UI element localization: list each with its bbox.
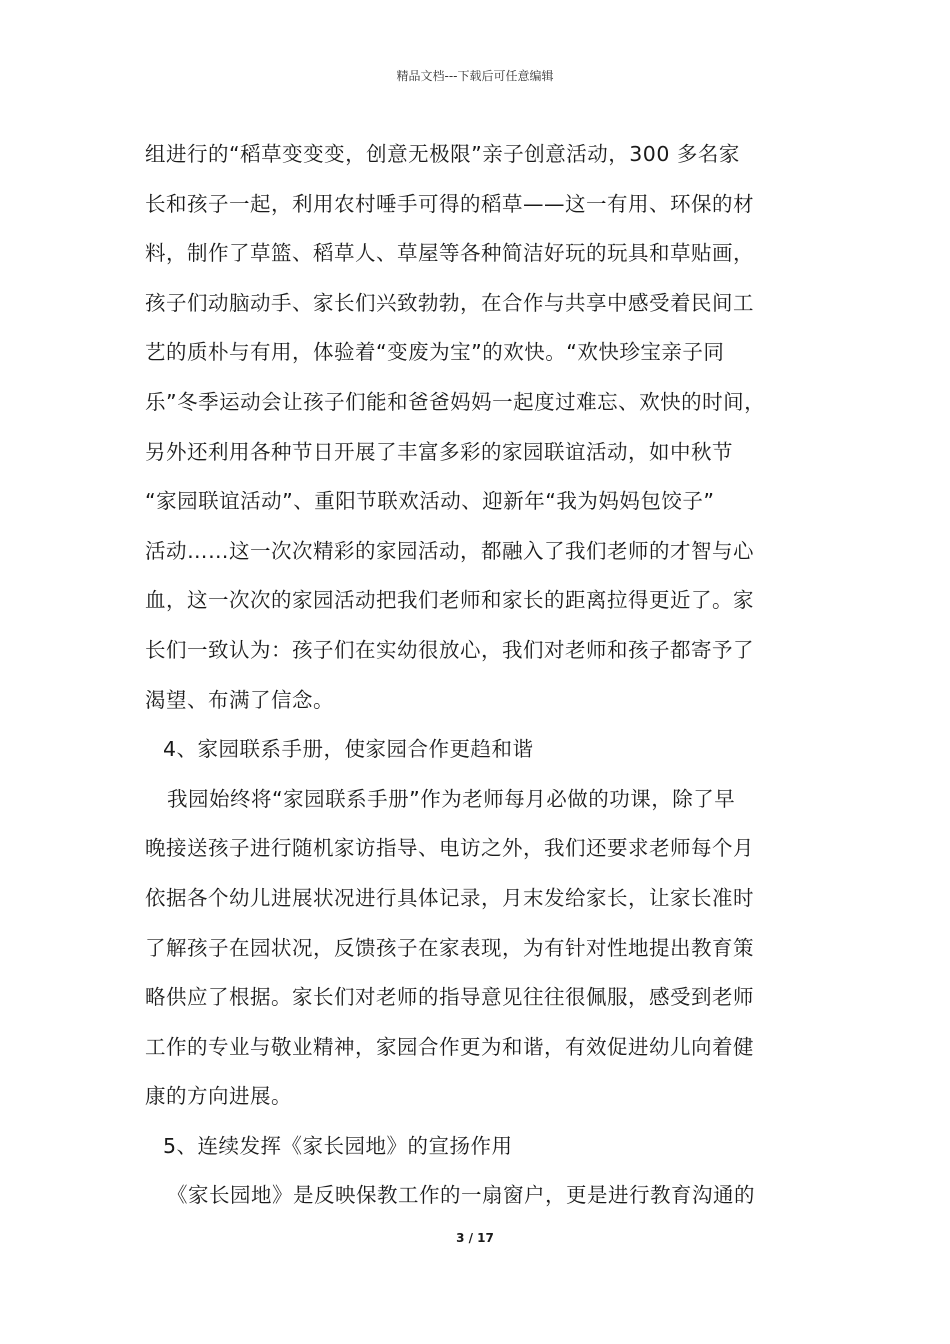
- body-line: 乐”冬季运动会让孩子们能和爸爸妈妈一起度过难忘、欢快的时间，: [145, 389, 766, 414]
- body-line: 晚接送孩子进行随机家访指导、电访之外，我们还要求老师每个月: [145, 836, 754, 861]
- body-line: 活动……这一次次精彩的家园活动，都融入了我们老师的才智与心: [145, 538, 754, 563]
- page-number: 3 / 17: [456, 1231, 494, 1245]
- body-line: 《家长园地》是反映保教工作的一扇窗户，更是进行教育沟通的: [167, 1183, 755, 1208]
- body-line: 渴望、布满了信念。: [145, 687, 334, 712]
- body-line: 了解孩子在园状况，反馈孩子在家表现，为有针对性地提出教育策: [145, 935, 754, 960]
- document-body: [145, 130, 825, 1221]
- body-line: 组进行的“稻草变变变，创意无极限”亲子创意活动，300 多名家: [145, 142, 740, 166]
- body-line: 依据各个幼儿进展状况进行具体记录，月末发给家长，让家长准时: [145, 885, 754, 910]
- page-header: 精品文档---下载后可任意编辑: [396, 69, 554, 83]
- body-line: 我园始终将“家园联系手册”作为老师每月必做的功课，除了早: [167, 786, 736, 811]
- body-line: 另外还利用各种节日开展了丰富多彩的家园联谊活动，如中秋节: [145, 439, 733, 464]
- body-line: 工作的专业与敬业精神，家园合作更为和谐，有效促进幼儿向着健: [145, 1034, 754, 1059]
- body-line: 长们一致认为：孩子们在实幼很放心，我们对老师和孩子都寄予了: [145, 637, 754, 662]
- body-line: 血，这一次次的家园活动把我们老师和家长的距离拉得更近了。家: [145, 588, 754, 613]
- body-line: 孩子们动脑动手、家长们兴致勃勃，在合作与共享中感受着民间工: [145, 290, 754, 315]
- body-line: 艺的质朴与有用，体验着“变废为宝”的欢快。“欢快珍宝亲子同: [145, 340, 725, 365]
- body-line: 略供应了根据。家长们对老师的指导意见往往很佩服，感受到老师: [145, 985, 754, 1010]
- body-line: 康的方向进展。: [145, 1084, 292, 1109]
- section-heading: 4、家园联系手册，使家园合作更趋和谐: [163, 737, 534, 762]
- section-heading: 5、连续发挥《家长园地》的宣扬作用: [163, 1133, 513, 1158]
- body-line: 长和孩子一起，利用农村唾手可得的稻草——这一有用、环保的材: [145, 191, 754, 216]
- body-line: 料，制作了草篮、稻草人、草屋等各种简洁好玩的玩具和草贴画，: [145, 241, 754, 266]
- body-line: “家园联谊活动”、重阳节联欢活动、迎新年“我为妈妈包饺子”: [145, 489, 715, 514]
